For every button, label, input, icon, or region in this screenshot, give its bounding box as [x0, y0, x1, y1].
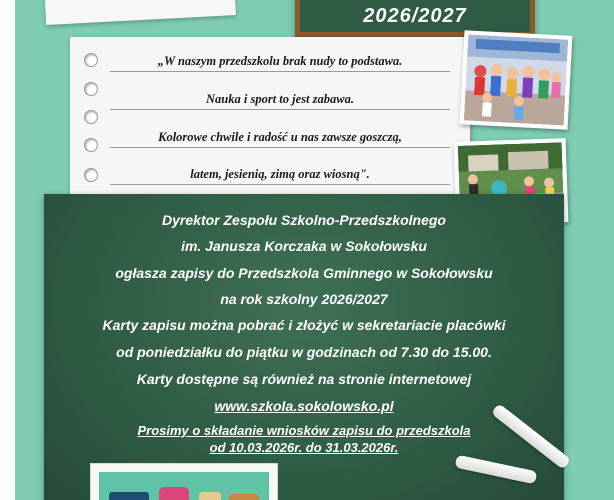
board-line-forms: Karty zapisu można pobrać i złożyć w sekretariacie placówki — [102, 317, 506, 333]
board-line-director: Dyrektor Zespołu Szkolno-Przedszkolnego — [162, 212, 446, 228]
announcement-chalkboard — [44, 194, 564, 500]
binder-hole — [84, 138, 98, 152]
poem-notebook — [70, 37, 470, 194]
photo-image — [99, 472, 269, 500]
bottom-photo-card — [90, 463, 278, 500]
poem-line-3: Kolorowe chwile i radość u nas zawsze goszczą, — [110, 127, 450, 148]
notice-line-2: od 10.03.2026r. do 31.03.2026r. — [209, 440, 399, 455]
binder-hole — [84, 168, 98, 182]
photo-scene-graphic — [464, 34, 568, 125]
board-line-enrollment: ogłasza zapisy do Przedszkola Gminnego w Sokołowsku — [115, 265, 493, 281]
poem-line-1: „W naszym przedszkolu brak nudy to podstawa. — [110, 51, 450, 72]
poem-line-2: Nauka i sport to jest zabawa. — [110, 89, 450, 110]
school-year-heading: 2026/2027 — [363, 5, 467, 27]
board-line-hours: od poniedziałku do piątku w godzinach od 7.30 do 15.00. — [116, 344, 492, 360]
kids-costume-photo — [460, 30, 573, 130]
photo-image — [464, 34, 568, 125]
photo-object — [229, 494, 259, 500]
binder-hole — [84, 53, 98, 67]
board-line-patron: im. Janusza Korczaka w Sokołowsku — [181, 238, 427, 254]
website-link[interactable]: www.szkola.sokolowsko.pl — [214, 398, 394, 414]
binder-hole — [84, 110, 98, 124]
binder-hole — [84, 82, 98, 96]
poem-line-4: latem, jesienią, zimą oraz wiosną". — [110, 164, 450, 185]
photo-object — [109, 492, 149, 500]
board-line-online: Karty dostępne są również na stronie internetowej — [136, 371, 472, 387]
notice-line-1: Prosimy o składanie wniosków zapisu do przedszkola — [137, 423, 471, 438]
board-line-school-year: na rok szkolny 2026/2027 — [220, 291, 388, 307]
top-paper-sheet — [44, 0, 236, 25]
enrollment-poster — [15, 0, 614, 500]
photo-object — [159, 487, 189, 500]
photo-object — [199, 492, 221, 500]
